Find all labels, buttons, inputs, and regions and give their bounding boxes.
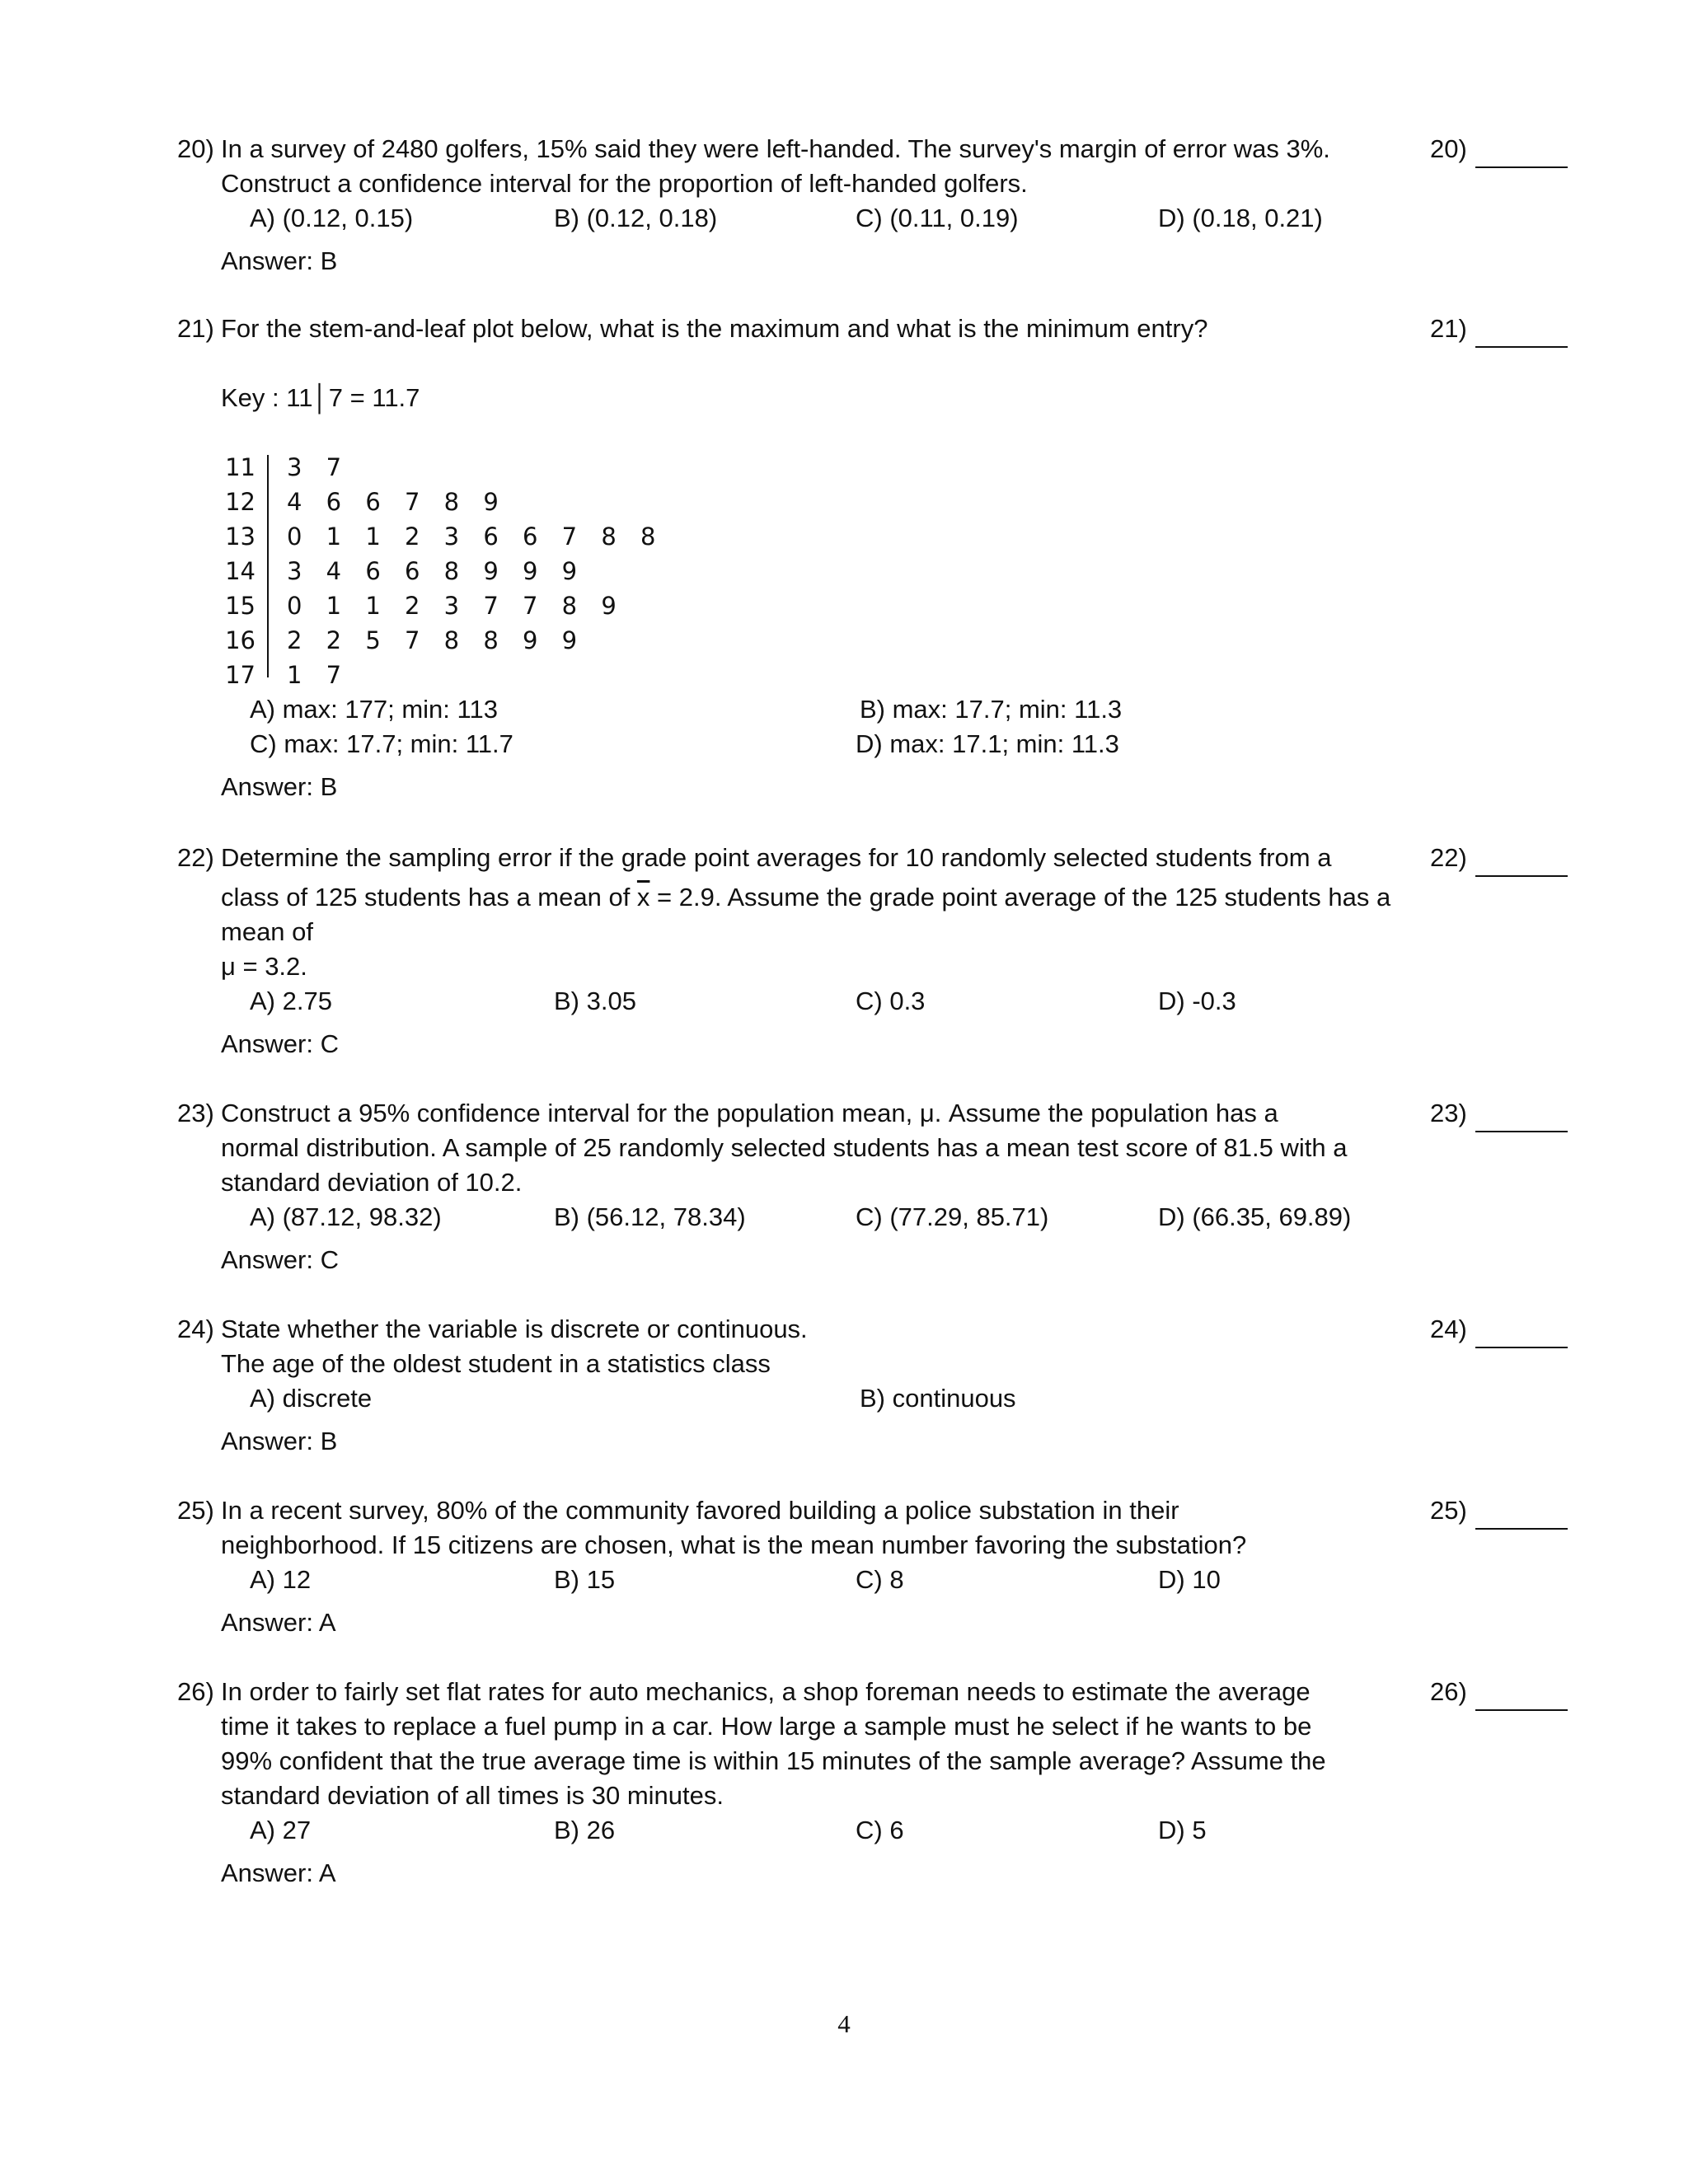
answer-text: Answer: B [221,246,338,275]
question-number: 21) [177,314,214,343]
question-line [221,880,1391,915]
stem: 11 [225,453,256,481]
option-b: B) 15 [554,1565,616,1594]
answer-blank[interactable] [1475,1709,1568,1711]
question-number: 22) [177,843,214,872]
question-line: standard deviation of 10.2. [221,1168,523,1197]
option-a: A) 12 [250,1565,312,1594]
option-c: C) 8 [856,1565,904,1594]
stem: 12 [225,488,256,516]
question-number: 24) [177,1315,214,1343]
question-number: 26) [177,1677,214,1706]
answer-text: Answer: A [221,1858,336,1887]
leaves: 3 4 6 6 8 9 9 9 [287,557,586,585]
option-c: C) 6 [856,1816,904,1844]
leaves: 4 6 6 7 8 9 [287,488,507,516]
leaves: 0 1 1 2 3 7 7 8 9 [287,592,625,620]
option-b: B) continuous [860,1384,1016,1413]
question-line-part: class of 125 students has a mean of [221,883,637,912]
stem: 17 [225,661,256,689]
question-line: Construct a 95% confidence interval for the population mean, μ. Assume the population has a [221,1099,1278,1127]
leaves: 3 7 [287,453,350,481]
question-text [221,132,1391,201]
option-a: A) (87.12, 98.32) [250,1202,442,1231]
answer-slot-number: 20) [1430,134,1467,163]
answer-slot-number: 21) [1430,314,1467,343]
question-line: In a survey of 2480 golfers, 15% said they were left-handed. The survey's margin of error was 3%. [221,134,1330,163]
option-d: D) -0.3 [1158,987,1236,1015]
option-c: C) max: 17.7; min: 11.7 [250,729,513,758]
answer-blank[interactable] [1475,875,1568,877]
question-number: 25) [177,1496,214,1525]
option-a: A) 27 [250,1816,312,1844]
question-line: In order to fairly set flat rates for auto mechanics, a shop foreman needs to estimate the average [221,1677,1311,1706]
stem: 15 [225,592,256,620]
answer-blank[interactable] [1475,166,1568,168]
stem: 13 [225,523,256,551]
answer-text: Answer: C [221,1245,339,1274]
leaves: 1 7 [287,661,350,689]
question-text [221,1675,1391,1813]
question-line: 99% confident that the true average time is within 15 minutes of the sample average? Assume the [221,1746,1326,1775]
answer-blank[interactable] [1475,1131,1568,1132]
question-text [221,841,1391,984]
option-d: D) (0.18, 0.21) [1158,204,1323,232]
option-b: B) (0.12, 0.18) [554,204,718,232]
option-c: C) (0.11, 0.19) [856,204,1019,232]
stem: 16 [225,626,256,654]
answer-text: Answer: A [221,1608,336,1637]
page-number: 4 [837,2009,851,2038]
answer-blank[interactable] [1475,1528,1568,1530]
option-a: A) max: 177; min: 113 [250,695,498,724]
question-number: 23) [177,1099,214,1127]
question-line: State whether the variable is discrete or continuous. [221,1315,808,1343]
x-bar-symbol: $\overline{x}$ [636,883,650,912]
option-a: A) 2.75 [250,987,332,1015]
answer-text: Answer: B [221,772,338,801]
question-text [221,1493,1391,1563]
leaves: 2 2 5 7 8 8 9 9 [287,626,586,654]
option-d: D) 10 [1158,1565,1221,1594]
question-text [221,312,1391,346]
option-d: D) 5 [1158,1816,1207,1844]
answer-blank[interactable] [1475,346,1568,348]
question-line: normal distribution. A sample of 25 randomly selected students has a mean test score of 81.5 with a [221,1133,1348,1162]
answer-blank[interactable] [1475,1347,1568,1348]
option-d: D) max: 17.1; min: 11.3 [856,729,1119,758]
stem-divider [267,455,269,677]
stem-leaf-key: Key : 11│7 = 11.7 [221,383,420,412]
option-b: B) 3.05 [554,987,636,1015]
option-a: A) discrete [250,1384,373,1413]
question-text [221,1096,1391,1200]
option-b: B) (56.12, 78.34) [554,1202,746,1231]
option-a: A) (0.12, 0.15) [250,204,414,232]
answer-slot-number: 25) [1430,1496,1467,1525]
option-c: C) 0.3 [856,987,926,1015]
question-line: Construct a confidence interval for the proportion of left-handed golfers. [221,169,1028,198]
answer-slot-number: 24) [1430,1315,1467,1343]
question-text [221,1312,1391,1381]
answer-text: Answer: C [221,1029,339,1058]
answer-slot-number: 22) [1430,843,1467,872]
option-b: B) 26 [554,1816,616,1844]
question-line: For the stem-and-leaf plot below, what is the maximum and what is the minimum entry? [221,314,1208,343]
question-line: The age of the oldest student in a statistics class [221,1349,771,1378]
stem: 14 [225,557,256,585]
question-line: In a recent survey, 80% of the community favored building a police substation in their [221,1496,1179,1525]
question-line: neighborhood. If 15 citizens are chosen, what is the mean number favoring the substation? [221,1530,1247,1559]
question-line: Determine the sampling error if the grade point averages for 10 randomly selected students from a [221,843,1332,872]
option-c: C) (77.29, 85.71) [856,1202,1049,1231]
answer-slot-number: 23) [1430,1099,1467,1127]
question-line-part: = 2.9. Assume the grade point average of the 125 students has a [649,883,1391,912]
option-b: B) max: 17.7; min: 11.3 [860,695,1123,724]
option-d: D) (66.35, 69.89) [1158,1202,1352,1231]
answer-slot-number: 26) [1430,1677,1467,1706]
question-line: time it takes to replace a fuel pump in a car. How large a sample must he select if he wants to be [221,1712,1312,1741]
leaves: 0 1 1 2 3 6 6 7 8 8 [287,523,664,551]
question-line: μ = 3.2. [221,952,307,981]
question-number: 20) [177,134,214,163]
question-line: mean of [221,917,314,946]
answer-text: Answer: B [221,1427,338,1455]
question-line: standard deviation of all times is 30 minutes. [221,1781,724,1810]
